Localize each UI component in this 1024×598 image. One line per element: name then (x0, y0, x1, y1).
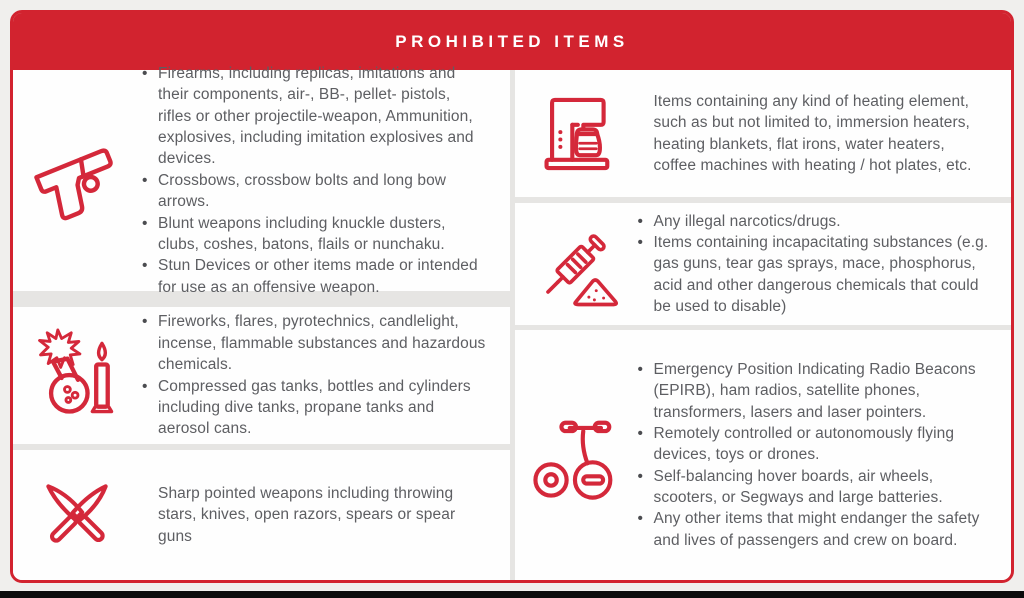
section-heating (515, 70, 1012, 197)
page-title: PROHIBITED ITEMS (395, 31, 629, 51)
pistol-icon (28, 132, 126, 230)
list-item: • Remotely controlled or autonomously flying devices, toys or drones. (637, 423, 990, 466)
firearms-list (141, 63, 488, 298)
firearms-text (141, 63, 510, 298)
panel-header-banner (13, 13, 1011, 70)
panel-body (13, 64, 1011, 580)
paragraph: Items containing any kind of heating element, such as but not limited to, immersion heaters, heating blankets, flat irons, water heaters, coffee machines with heating / hot plates, etc. (653, 92, 972, 174)
sharp-weapons-text (141, 483, 510, 547)
list-item: • Emergency Position Indicating Radio Beacons (EPIRB), ham radios, satellite phones, transformers, lasers and laser pointers. (637, 359, 990, 423)
fireworks-icon-zone (13, 328, 141, 424)
electronics-text (637, 359, 1012, 551)
narcotics-icon-zone (515, 218, 637, 310)
list-item: • Compressed gas tanks, bottles and cylinders including dive tanks, propane tanks and aerosol cans. (141, 376, 488, 440)
sharp-weapons-icon-zone (13, 469, 141, 561)
section-fireworks (13, 307, 510, 444)
list-item: • Stun Devices or other items made or intended for use as an offensive weapon. (141, 255, 488, 298)
prohibited-items-panel (10, 10, 1014, 583)
list-item: • Firearms, including replicas, imitations and their components, air-, BB-, pellet- pistols, rifles or other projectile-weapon, Ammunition, explosives, including imitation explosives and devices. (141, 63, 488, 170)
list-item: • Self-balancing hover boards, air wheels, scooters, or Segways and large batteries. (637, 466, 990, 509)
list-item: • Fireworks, flares, pyrotechnics, candlelight, incense, flammable substances and hazardous chemicals. (141, 311, 488, 375)
flask-candle-icon (29, 328, 125, 424)
left-column (13, 64, 510, 580)
list-item: • Blunt weapons including knuckle dusters, clubs, coshes, batons, flails or nunchaku. (141, 213, 488, 256)
narcotics-list (637, 211, 990, 318)
section-sharp-weapons (13, 450, 510, 580)
list-item: • Items containing incapacitating substances (e.g. gas guns, tear gas sprays, mace, phosphorus, acid and other dangerous chemicals that could be used to disable) (637, 232, 990, 318)
narcotics-text (637, 211, 1012, 318)
electronics-icon-zone (515, 403, 637, 507)
list-item: • Any other items that might endanger the safety and lives of passengers and crew on board. (637, 508, 990, 551)
syringe-icon (530, 218, 622, 310)
list-item: • Any illegal narcotics/drugs. (637, 211, 990, 232)
heating-text (637, 91, 1012, 177)
crossed-knives-icon (31, 469, 123, 561)
section-narcotics (515, 203, 1012, 325)
fireworks-text (141, 311, 510, 439)
paragraph: Sharp pointed weapons including throwing stars, knives, open razors, spears or spear guns (158, 484, 456, 545)
segway-icon (524, 403, 628, 507)
section-firearms (13, 64, 510, 296)
firearms-icon-zone (13, 132, 141, 230)
fireworks-list (141, 311, 488, 439)
bottom-black-bar (0, 591, 1024, 598)
electronics-list (637, 359, 990, 551)
coffee-machine-icon (530, 88, 622, 180)
heating-icon-zone (515, 88, 637, 180)
list-item: • Crossbows, crossbow bolts and long bow arrows. (141, 170, 488, 213)
right-column (515, 70, 1012, 580)
section-electronics (515, 330, 1012, 580)
